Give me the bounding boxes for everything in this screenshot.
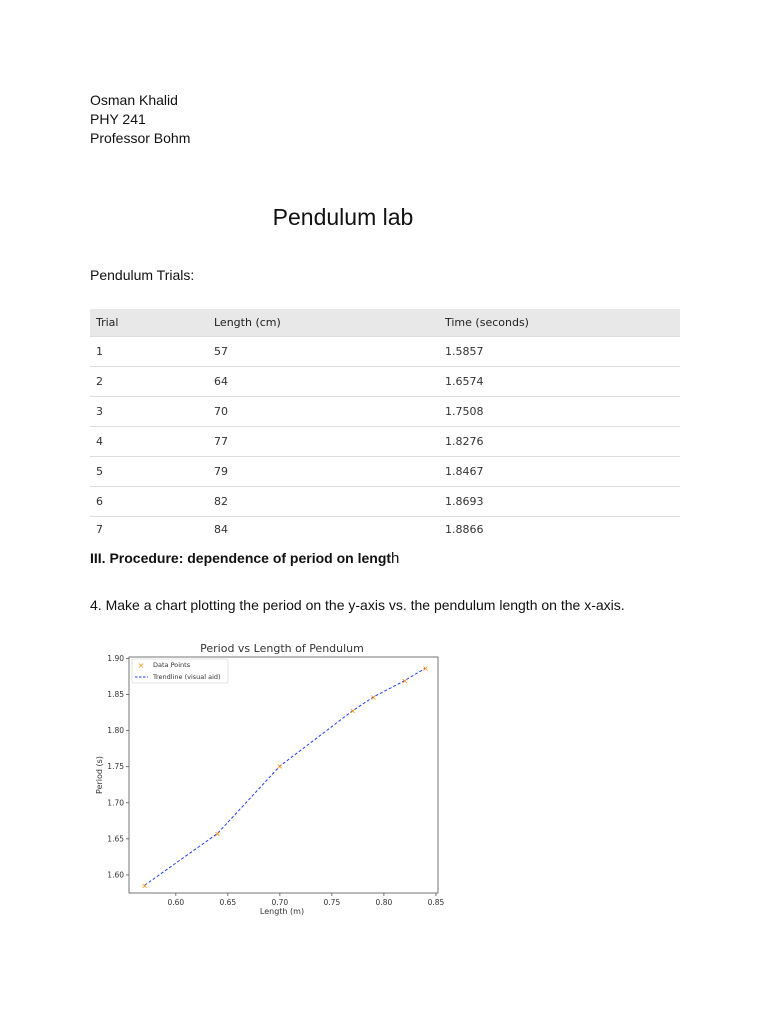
y-axis-label: Period (s) [95, 756, 104, 794]
data-point: × [401, 676, 409, 686]
data-point: × [141, 881, 148, 891]
header-trial: Trial [90, 309, 208, 337]
chart-legend [132, 659, 228, 683]
instruction-text: 4. Make a chart plotting the period on the y-axis vs. the pendulum length on the x-axis. [90, 597, 625, 613]
table-row [90, 487, 680, 517]
data-point: × [422, 664, 429, 674]
table-row [90, 337, 680, 367]
section-heading-tail: h [391, 550, 400, 567]
table-row [90, 397, 680, 427]
cell-time: 1.8693 [439, 487, 680, 517]
author-name: Osman Khalid [90, 92, 178, 108]
section-heading [90, 550, 399, 567]
table-header-row [90, 309, 680, 337]
section-heading-main: III. Procedure: dependence of period on lengt [90, 550, 392, 566]
trials-table [90, 309, 680, 541]
plot-area [129, 657, 438, 893]
trials-heading: Pendulum Trials: [90, 267, 195, 283]
cell-length: 57 [208, 337, 439, 367]
document-title-text: Pendulum lab [272, 204, 414, 230]
legend-trendline: Trendline (visual aid) [153, 673, 221, 681]
course-code: PHY 241 [90, 111, 146, 127]
cell-time: 1.5857 [439, 337, 680, 367]
author-header [90, 91, 190, 148]
cell-length: 77 [208, 427, 439, 457]
y-tick-label: 1.90 [107, 653, 124, 663]
y-tick-label: 1.65 [107, 834, 124, 844]
cell-trial: 1 [90, 337, 208, 367]
cell-time: 1.7508 [439, 397, 680, 427]
cell-time: 1.6574 [439, 367, 680, 397]
professor-name: Professor Bohm [90, 130, 191, 146]
document-title [0, 204, 686, 231]
cell-time: 1.8467 [439, 457, 680, 487]
data-point: × [370, 692, 377, 702]
cell-length: 79 [208, 457, 439, 487]
cell-length: 64 [208, 367, 439, 397]
cell-trial: 6 [90, 487, 208, 517]
cell-trial: 4 [90, 427, 208, 457]
period-length-chart [88, 636, 458, 926]
cell-time: 1.8276 [439, 427, 680, 457]
trendline [145, 668, 426, 885]
cell-time: 1.8866 [439, 517, 680, 542]
table-row [90, 367, 680, 397]
legend-marker-icon: × [137, 661, 145, 670]
cell-trial: 7 [90, 517, 208, 542]
cell-trial: 3 [90, 397, 208, 427]
x-tick-label: 0.70 [271, 898, 289, 907]
y-tick-label: 1.85 [107, 690, 124, 700]
y-axis [107, 654, 129, 880]
header-length: Length (cm) [208, 309, 439, 337]
x-tick-label: 0.65 [219, 898, 237, 907]
data-points-series [141, 664, 429, 890]
x-tick-label: 0.85 [427, 898, 445, 907]
data-point: × [349, 706, 357, 716]
y-tick-label: 1.70 [107, 798, 124, 808]
legend-data-points: Data Points [153, 661, 191, 669]
y-tick-label: 1.80 [107, 726, 124, 736]
data-point: × [214, 829, 221, 839]
table-row [90, 427, 680, 457]
cell-trial: 5 [90, 457, 208, 487]
table-row [90, 517, 680, 542]
y-tick-label: 1.75 [107, 762, 124, 772]
cell-length: 84 [208, 517, 439, 542]
x-tick-label: 0.80 [375, 898, 393, 907]
table-row [90, 457, 680, 487]
x-axis [167, 893, 444, 907]
x-axis-label: Length (m) [259, 907, 305, 916]
x-tick-label: 0.75 [323, 898, 341, 907]
data-point: × [276, 762, 284, 772]
x-tick-label: 0.60 [167, 898, 185, 907]
trendline-series [145, 668, 426, 885]
cell-trial: 2 [90, 367, 208, 397]
cell-length: 82 [208, 487, 439, 517]
header-time: Time (seconds) [439, 309, 680, 337]
chart-title: Period vs Length of Pendulum [200, 642, 364, 655]
cell-length: 70 [208, 397, 439, 427]
y-tick-label: 1.60 [107, 870, 124, 880]
